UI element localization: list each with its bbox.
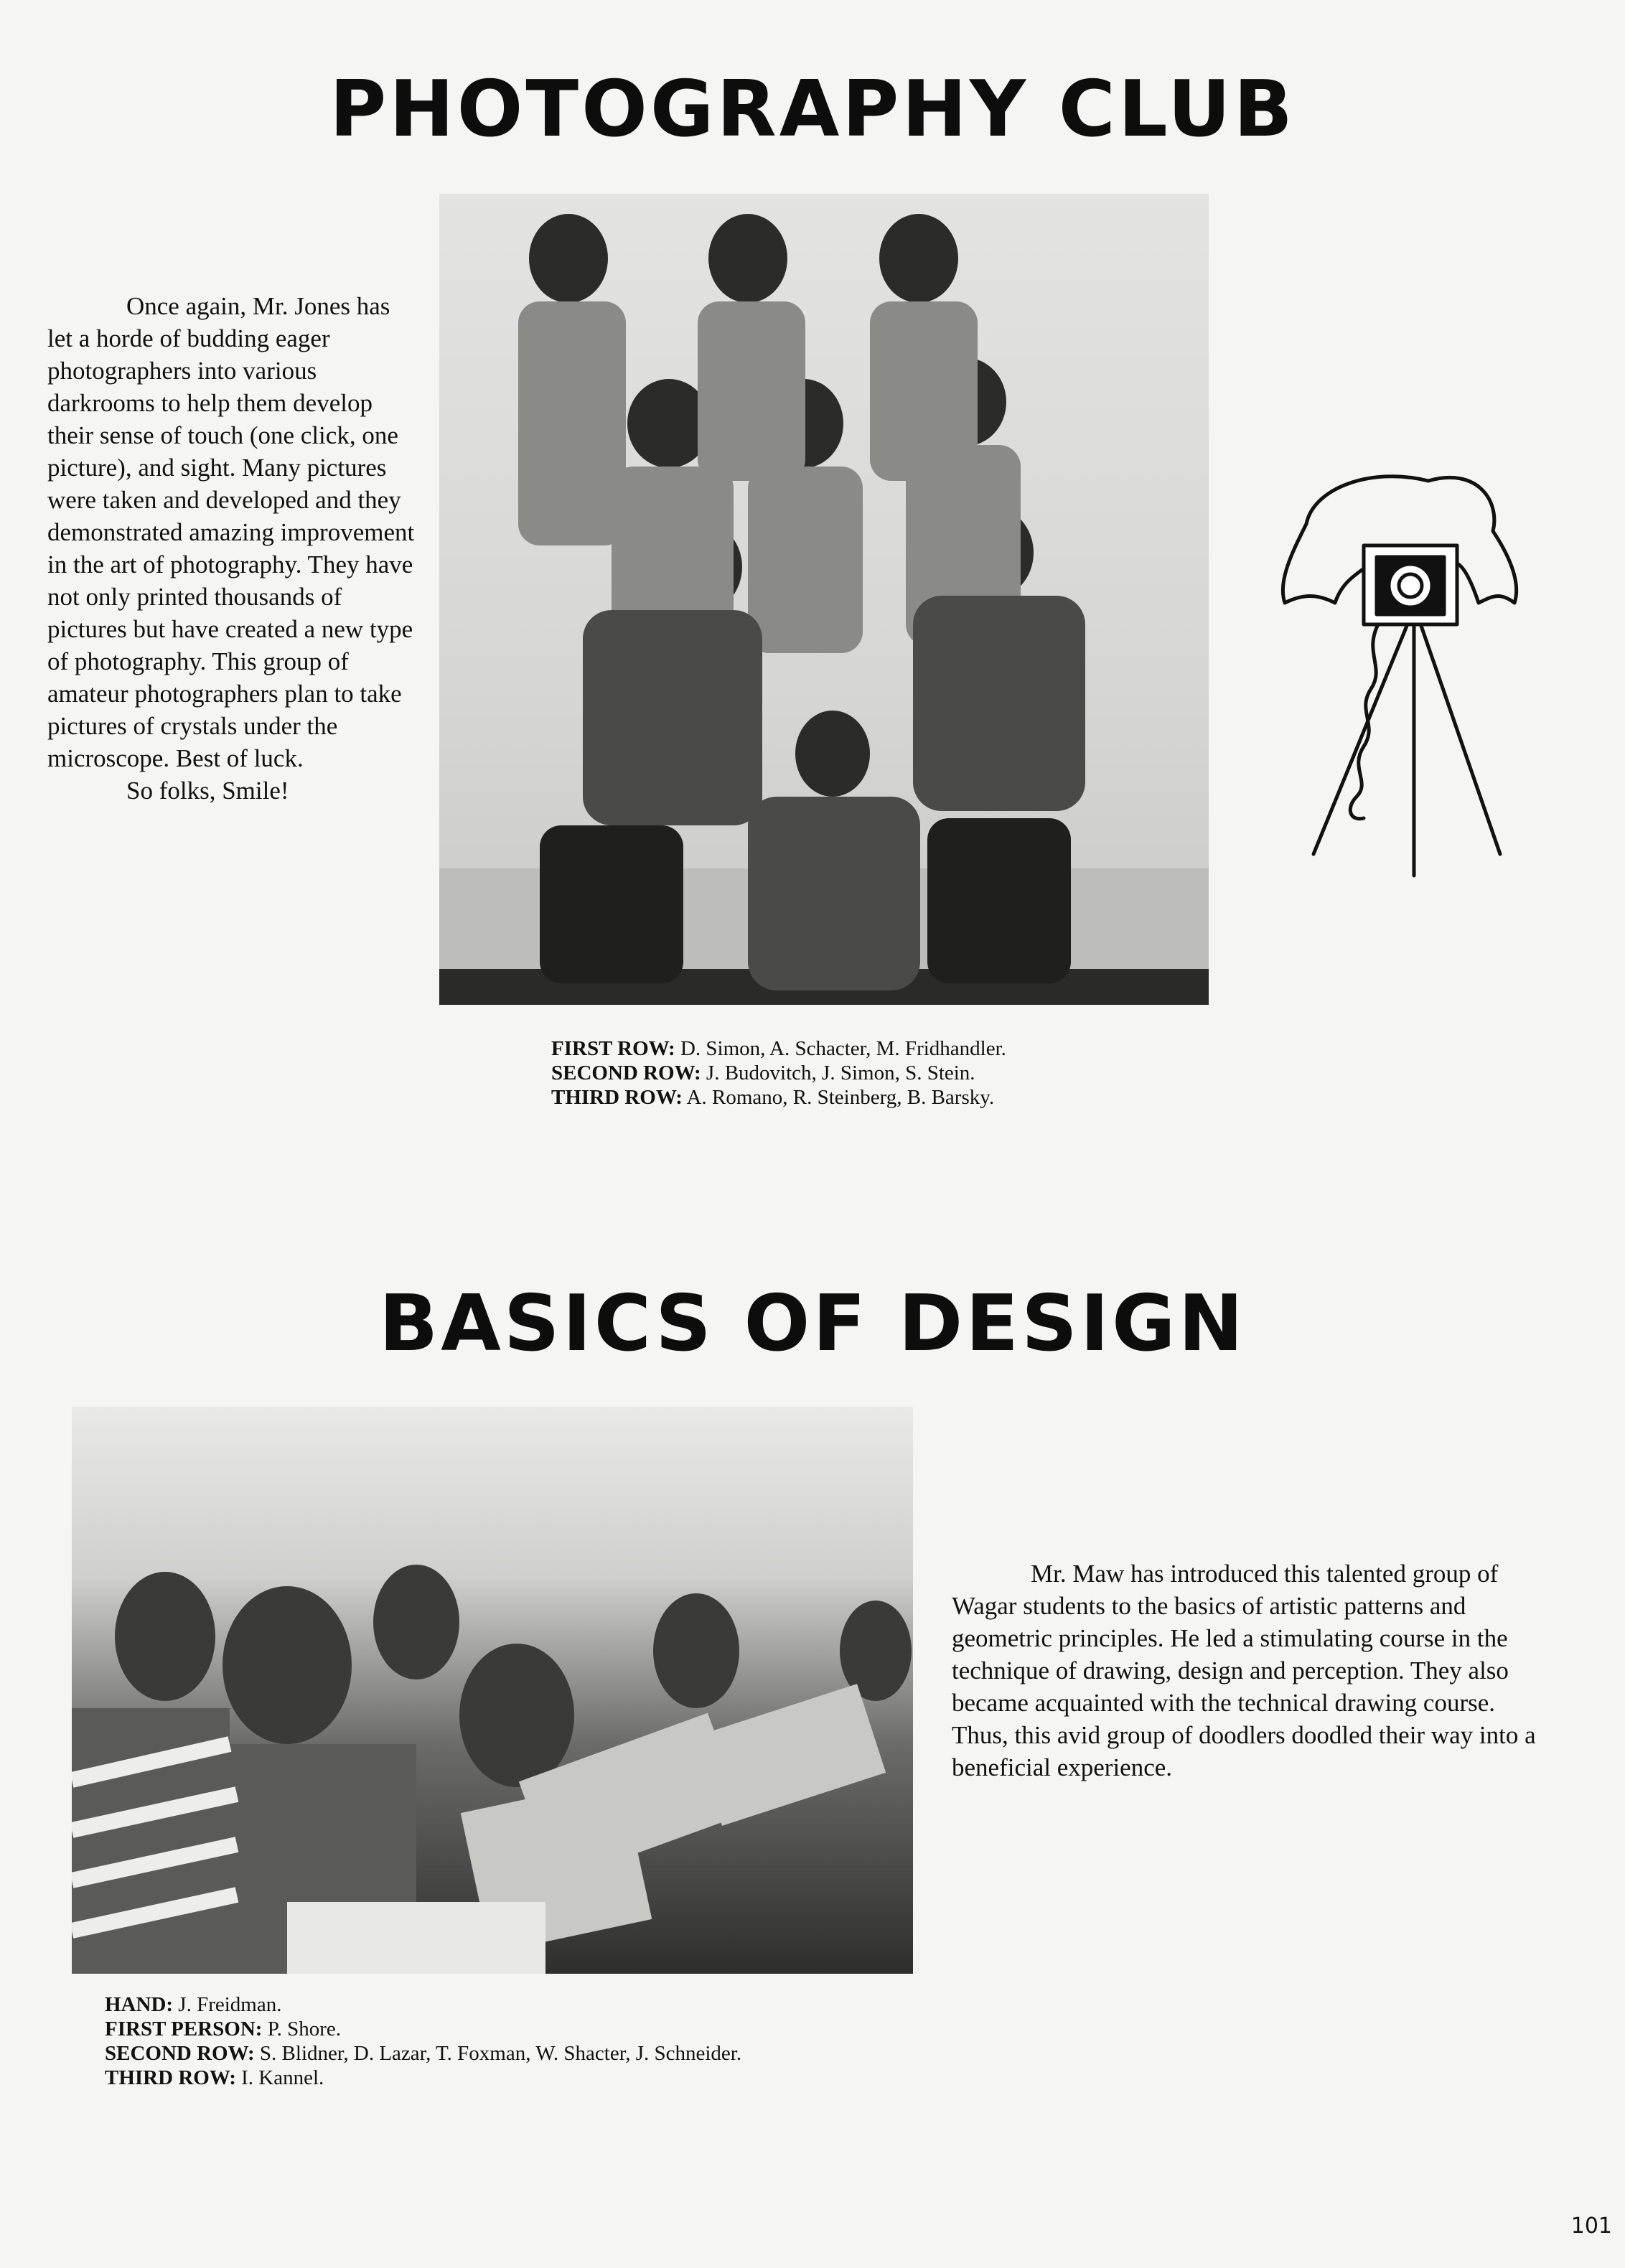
photography-club-caption (551, 1036, 1197, 1110)
basics-of-design-class-photo (72, 1407, 913, 1974)
caption-row-label: SECOND ROW: (551, 1062, 701, 1084)
caption-line (105, 1992, 966, 2017)
caption-row-label: FIRST PERSON: (105, 2018, 263, 2040)
caption-names: D. Simon, A. Schacter, M. Fridhandler. (680, 1037, 1006, 1060)
basics-of-design-paragraph: Mr. Maw has introduced this talented group of Wagar students to the basics of artistic patterns and geometric principles. He led a stimulating course in the technique of drawing, design and perception. They also became acquainted with the technical drawing course. Thus, this avid group of doodlers doodled their way into a beneficial experience. (952, 1560, 1536, 1781)
photography-club-body (47, 290, 421, 807)
caption-line (105, 2041, 966, 2066)
photography-club-paragraph: Once again, Mr. Jones has let a horde of budding eager photographers into various darkrooms to help them develop their sense of touch (one click, one picture), and sight. Many pictures were taken and developed and they demonstrated amazing improvement in the art of photography. They have not only printed thousands of pictures but have created a new type of photography. This group of amateur photographers plan to take pictures of crystals under the microscope. Best of luck. (47, 292, 415, 772)
photography-club-group-photo (439, 194, 1209, 1005)
page-number: 101 (1570, 2213, 1612, 2239)
basics-of-design-title: BASICS OF DESIGN (378, 1279, 1247, 1369)
caption-line (105, 2017, 966, 2041)
caption-names: S. Blidner, D. Lazar, T. Foxman, W. Shacter, J. Schneider. (259, 2042, 742, 2065)
basics-of-design-body (952, 1557, 1540, 1784)
photography-club-title: PHOTOGRAPHY CLUB (329, 65, 1296, 154)
caption-line (105, 2066, 966, 2090)
caption-line (551, 1085, 1197, 1110)
photography-club-closing: So folks, Smile! (126, 777, 289, 805)
caption-names: A. Romano, R. Steinberg, B. Barsky. (686, 1086, 995, 1109)
camera-icon (1263, 438, 1536, 883)
caption-row-label: FIRST ROW: (551, 1037, 675, 1060)
caption-row-label: THIRD ROW: (551, 1086, 683, 1109)
caption-row-label: THIRD ROW: (105, 2066, 236, 2089)
caption-line (551, 1036, 1197, 1061)
caption-names: P. Shore. (267, 2018, 342, 2040)
caption-names: J. Budovitch, J. Simon, S. Stein. (706, 1062, 975, 1084)
caption-row-label: SECOND ROW: (105, 2042, 255, 2065)
caption-names: J. Freidman. (178, 1993, 282, 2016)
basics-of-design-caption (105, 1992, 966, 2090)
caption-row-label: HAND: (105, 1993, 174, 2016)
caption-line (551, 1061, 1197, 1085)
caption-names: I. Kannel. (241, 2066, 324, 2089)
